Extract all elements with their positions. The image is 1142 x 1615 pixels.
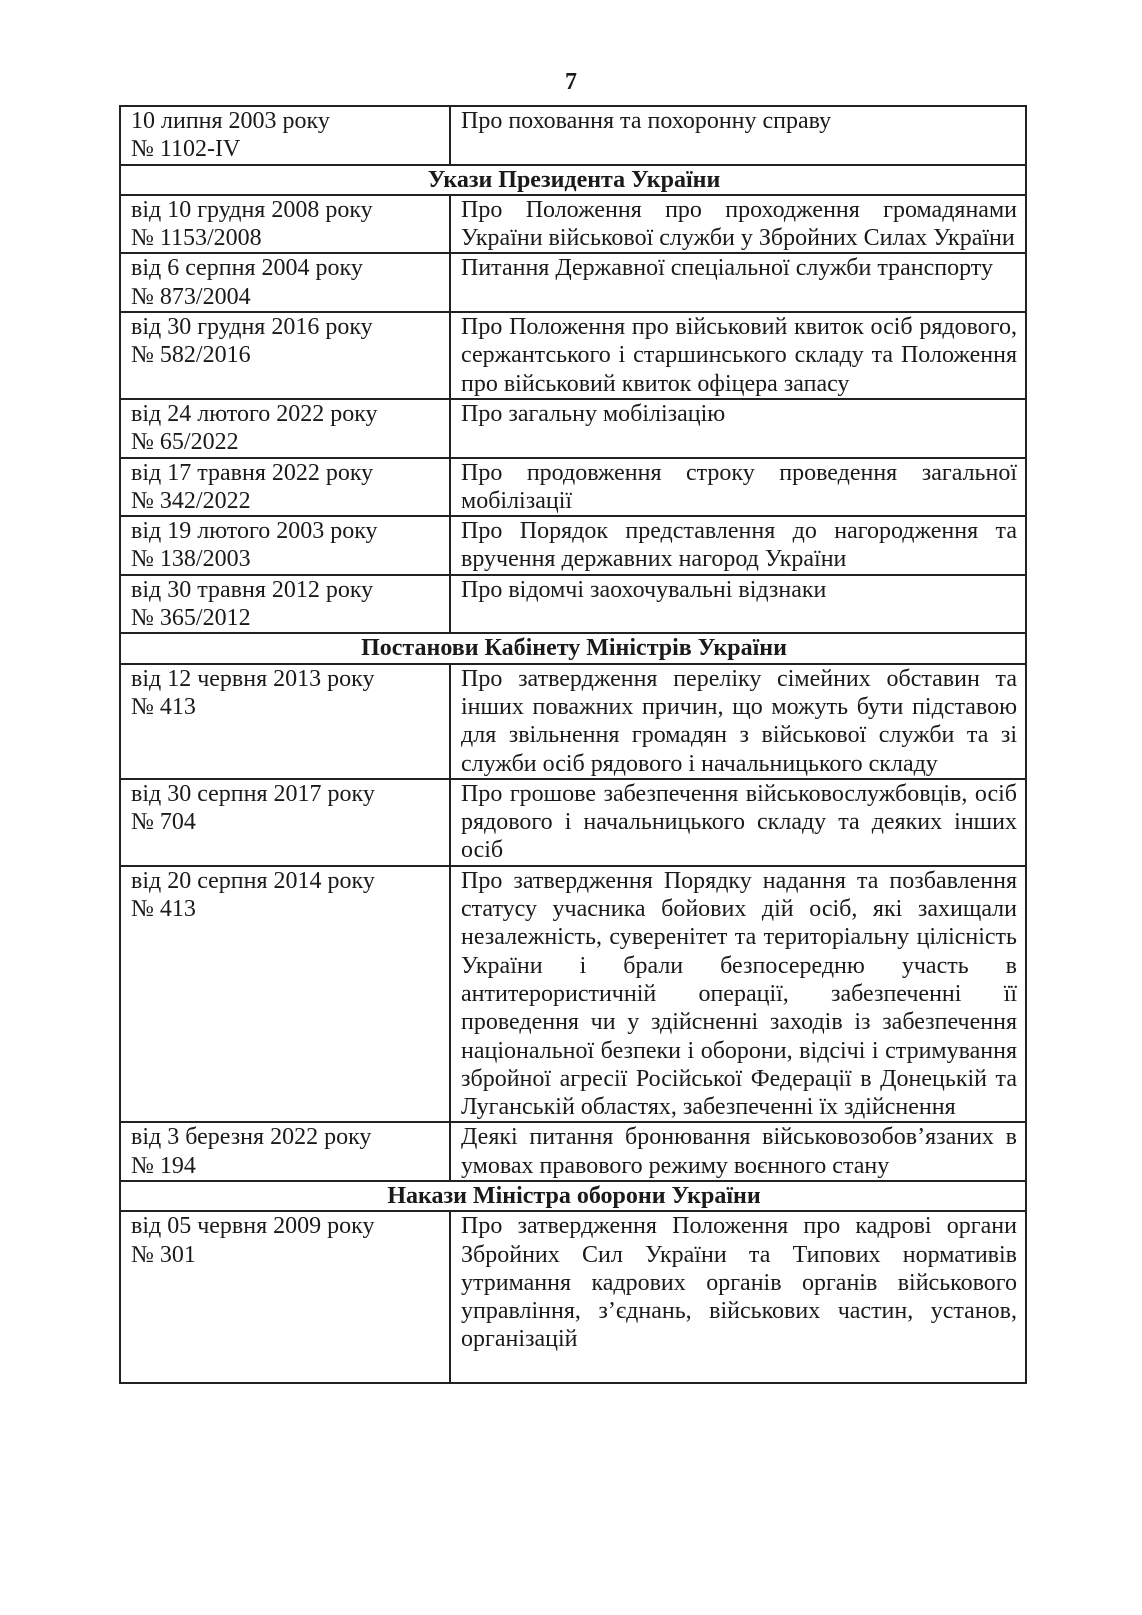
section-heading: Укази Президента України <box>120 165 1026 195</box>
act-date: від 24 лютого 2022 року <box>131 400 378 427</box>
table-row <box>120 779 1026 866</box>
act-title: Про затвердження переліку сімейних обставин та інших поважних причин, що можуть бути підставою для звільнення громадян з військової служби та зі служби осіб рядового і начальницького складу <box>450 664 1026 779</box>
act-number: № 873/2004 <box>131 283 251 310</box>
table-row <box>120 106 1026 165</box>
act-date: від 30 травня 2012 року <box>131 576 374 603</box>
table-row <box>120 575 1026 634</box>
act-date: від 12 червня 2013 року <box>131 665 375 692</box>
act-date: від 17 травня 2022 року <box>131 459 374 486</box>
act-number: № 301 <box>131 1241 196 1268</box>
act-title: Питання Державної спеціальної служби транспорту <box>450 253 1026 312</box>
act-title: Про Положення про військовий квиток осіб рядового, сержантського і старшинського складу та Положення про військовий квиток офіцера запасу <box>450 312 1026 399</box>
date-cell <box>120 195 450 254</box>
date-cell <box>120 516 450 575</box>
act-title: Деякі питання бронювання військовозобов’язаних в умовах правового режиму воєнного стану <box>450 1122 1026 1181</box>
date-cell <box>120 253 450 312</box>
act-title: Про затвердження Порядку надання та позбавлення статусу учасника бойових дій осіб, які захищали незалежність, суверенітет та територіальну цілісність України і брали безпосередню участь в антитерористичній операції, забезпеченні її проведення чи у здійсненні заходів із забезпечення національної безпеки і оборони, відсічі і стримування збройної агресії Російської Федерації в Донецькій та Луганській областях, забезпеченні їх здійснення <box>450 866 1026 1123</box>
act-title: Про Порядок представлення до нагородження та вручення державних нагород України <box>450 516 1026 575</box>
act-title: Про відомчі заохочувальні відзнаки <box>450 575 1026 634</box>
table-row <box>120 195 1026 254</box>
table-row <box>120 866 1026 1123</box>
act-number: № 582/2016 <box>131 342 251 369</box>
table-row <box>120 664 1026 779</box>
section-row <box>120 165 1026 195</box>
section-heading: Постанови Кабінету Міністрів України <box>120 633 1026 663</box>
table-row <box>120 253 1026 312</box>
act-number: № 413 <box>131 693 196 720</box>
date-cell <box>120 312 450 399</box>
date-cell <box>120 779 450 866</box>
act-number: № 342/2022 <box>131 487 251 514</box>
date-cell <box>120 1211 450 1383</box>
act-date: від 20 серпня 2014 року <box>131 867 375 894</box>
act-number: № 138/2003 <box>131 546 251 573</box>
section-heading: Накази Міністра оборони України <box>120 1181 1026 1211</box>
act-title: Про затвердження Положення про кадрові органи Збройних Сил України та Типових нормативів утримання кадрових органів органів військового управління, з’єднань, військових частин, установ, організацій <box>450 1211 1026 1383</box>
act-date: 10 липня 2003 року <box>131 108 330 134</box>
act-number: № 365/2012 <box>131 605 251 632</box>
section-row <box>120 633 1026 663</box>
date-cell <box>120 664 450 779</box>
date-cell <box>120 458 450 517</box>
act-number: № 704 <box>131 809 196 836</box>
date-cell <box>120 866 450 1123</box>
date-cell <box>120 1122 450 1181</box>
act-date: від 3 березня 2022 року <box>131 1124 372 1151</box>
table-row <box>120 399 1026 458</box>
act-title: Про продовження строку проведення загальної мобілізації <box>450 458 1026 517</box>
act-date: від 19 лютого 2003 року <box>131 518 378 545</box>
act-date: від 05 червня 2009 року <box>131 1213 375 1240</box>
act-number: № 413 <box>131 896 196 923</box>
act-title: Про Положення про проходження громадянами України військової служби у Збройних Силах України <box>450 195 1026 254</box>
act-title: Про поховання та похоронну справу <box>450 106 1026 165</box>
table-row <box>120 1211 1026 1383</box>
act-number: № 65/2022 <box>131 429 239 456</box>
act-date: від 30 грудня 2016 року <box>131 314 373 341</box>
table-row <box>120 1122 1026 1181</box>
act-date: від 30 серпня 2017 року <box>131 780 375 807</box>
act-number: № 1102-IV <box>131 136 241 163</box>
act-number: № 1153/2008 <box>131 225 262 252</box>
act-date: від 6 серпня 2004 року <box>131 255 363 282</box>
date-cell <box>120 106 450 165</box>
section-row <box>120 1181 1026 1211</box>
date-cell <box>120 399 450 458</box>
act-date: від 10 грудня 2008 року <box>131 196 373 223</box>
table-row <box>120 312 1026 399</box>
legislation-table <box>119 105 1027 1384</box>
act-title: Про грошове забезпечення військовослужбовців, осіб рядового і начальницького складу та деяких інших осіб <box>450 779 1026 866</box>
act-number: № 194 <box>131 1152 196 1179</box>
date-cell <box>120 575 450 634</box>
table-row <box>120 458 1026 517</box>
table-row <box>120 516 1026 575</box>
page-number: 7 <box>565 69 577 95</box>
act-title: Про загальну мобілізацію <box>450 399 1026 458</box>
